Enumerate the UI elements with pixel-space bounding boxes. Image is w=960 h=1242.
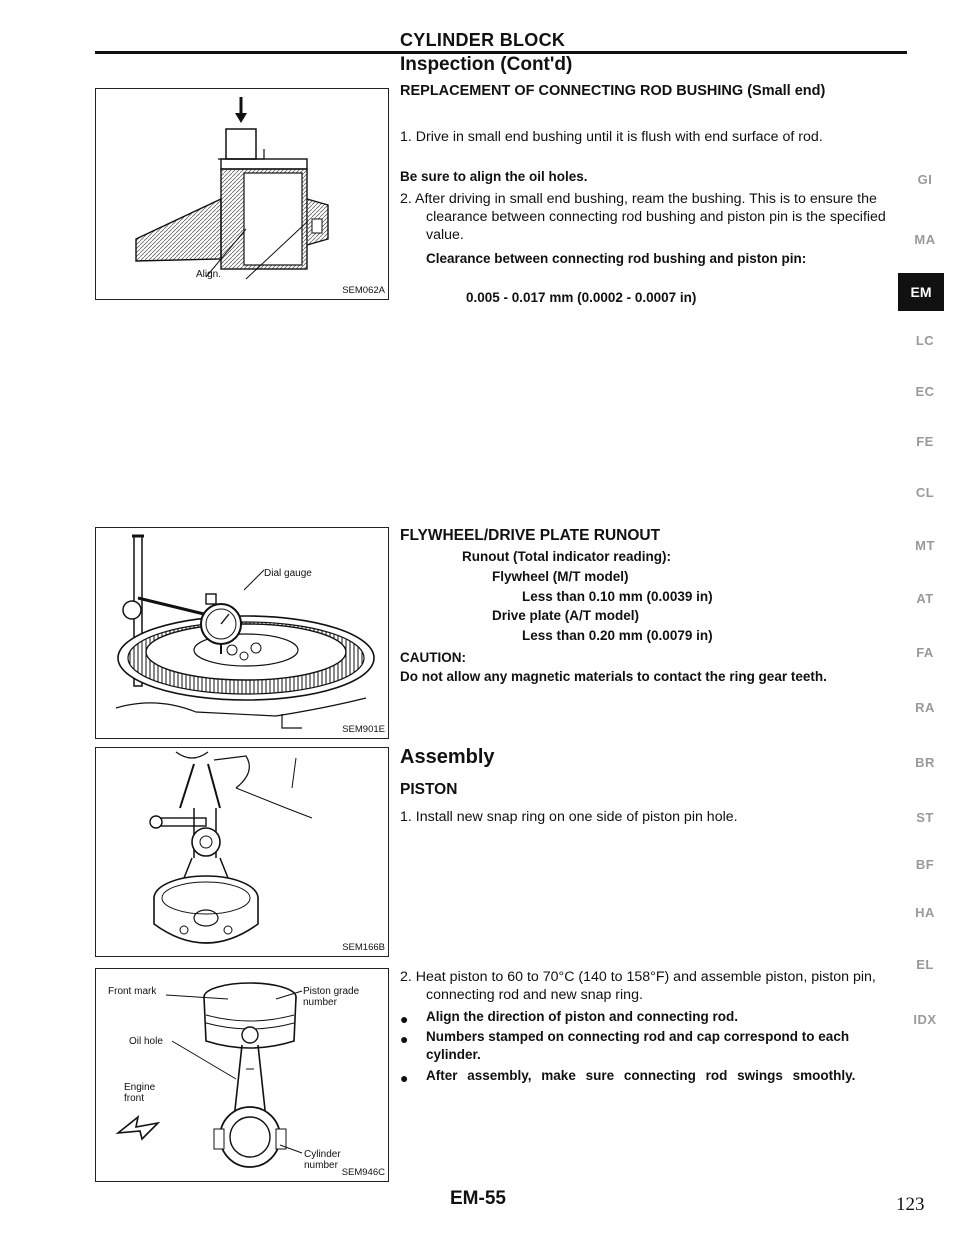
sidebar-tab-lc[interactable]: LC	[915, 333, 935, 348]
sidebar-tab-ra[interactable]: RA	[915, 700, 935, 715]
figure-snap-ring	[95, 747, 389, 957]
label-cylinder-number: Cylinder number	[304, 1149, 341, 1171]
figure-id: SEM166B	[342, 942, 385, 953]
step-2-ream: 2. After driving in small end bushing, ream the bushing. This is to ensure the clearance between connecting rod bushing and piston pin is the specified value.	[400, 191, 886, 243]
figure-id: SEM062A	[342, 285, 385, 296]
step-1-bushing: 1. Drive in small end bushing until it is flush with end surface of rod.	[400, 129, 823, 145]
figure-dial-gauge	[95, 527, 389, 739]
caution-label: CAUTION:	[400, 650, 466, 665]
heading-runout: FLYWHEEL/DRIVE PLATE RUNOUT	[400, 527, 661, 544]
sidebar-tab-bf[interactable]: BF	[915, 857, 935, 872]
drive-plate-value: Less than 0.20 mm (0.0079 in)	[522, 628, 713, 643]
sidebar-tab-fa[interactable]: FA	[916, 645, 934, 660]
figure-id: SEM946C	[341, 1167, 385, 1178]
flywheel-value: Less than 0.10 mm (0.0039 in)	[522, 589, 713, 604]
bullet-swings-smoothly: After assembly, make sure connecting rod swings smoothly.	[426, 1068, 856, 1083]
section-title-inspection: Inspection (Cont'd)	[400, 54, 573, 75]
sidebar-tab-gi[interactable]: GI	[917, 172, 933, 187]
sidebar-tab-el[interactable]: EL	[916, 957, 934, 972]
sidebar-tab-fe[interactable]: FE	[916, 434, 934, 449]
sidebar-tab-st[interactable]: ST	[916, 810, 934, 825]
label-dial-gauge: Dial gauge	[264, 568, 312, 579]
figure-piston-rod	[95, 968, 389, 1182]
heading-bushing: REPLACEMENT OF CONNECTING ROD BUSHING (Small end)	[400, 83, 826, 99]
sidebar-tab-cl[interactable]: CL	[915, 485, 935, 500]
sidebar-tab-ec[interactable]: EC	[915, 384, 935, 399]
spec-clearance-label: Clearance between connecting rod bushing and piston pin:	[426, 251, 807, 266]
page-number: 123	[896, 1194, 925, 1215]
sidebar-tab-at[interactable]: AT	[916, 591, 934, 606]
snap-ring-illustration	[96, 748, 388, 956]
spec-clearance-value: 0.005 - 0.017 mm (0.0002 - 0.0007 in)	[466, 290, 697, 305]
note-oil-holes: Be sure to align the oil holes.	[400, 169, 588, 184]
bushing-illustration	[96, 89, 388, 299]
sidebar-tab-br[interactable]: BR	[915, 755, 935, 770]
section-title-assembly: Assembly	[400, 746, 495, 768]
sidebar-tab-idx[interactable]: IDX	[913, 1012, 937, 1027]
figure-bushing-alignment	[95, 88, 389, 300]
label-engine-front: Engine front	[124, 1082, 156, 1104]
step-1-snap-ring: 1. Install new snap ring on one side of piston pin hole.	[400, 809, 738, 825]
sidebar-tab-ma[interactable]: MA	[914, 232, 936, 247]
sidebar-tab-em-active[interactable]: EM	[898, 273, 944, 311]
page-header: CYLINDER BLOCK	[400, 30, 566, 50]
sidebar-tab-ha[interactable]: HA	[915, 905, 935, 920]
bullet-dot: ●	[400, 1031, 409, 1047]
bullet-dot: ●	[400, 1070, 409, 1086]
bullet-numbers-stamped: Numbers stamped on connecting rod and cap correspond to each cylinder.	[426, 1029, 850, 1062]
label-oil-hole: Oil hole	[129, 1036, 163, 1047]
flywheel-label: Flywheel (M/T model)	[492, 569, 629, 584]
bullet-dot: ●	[400, 1011, 409, 1027]
page-code: EM-55	[450, 1188, 506, 1209]
runout-label: Runout (Total indicator reading):	[462, 549, 671, 564]
flywheel-illustration	[96, 528, 388, 738]
bullet-align-direction: Align the direction of piston and connecting rod.	[426, 1009, 738, 1024]
caution-text: Do not allow any magnetic materials to contact the ring gear teeth.	[400, 669, 827, 684]
label-piston-grade: Piston grade number	[303, 986, 360, 1008]
figure-id: SEM901E	[342, 724, 385, 735]
heading-piston: PISTON	[400, 781, 458, 798]
sidebar-tab-mt[interactable]: MT	[915, 538, 935, 553]
label-front-mark: Front mark	[108, 986, 157, 997]
step-2-heat-piston: 2. Heat piston to 60 to 70°C (140 to 158°F) and assemble piston, piston pin, connecting rod and new snap ring.	[400, 969, 876, 1003]
label-align: Align.	[196, 269, 222, 280]
drive-plate-label: Drive plate (A/T model)	[492, 608, 640, 623]
